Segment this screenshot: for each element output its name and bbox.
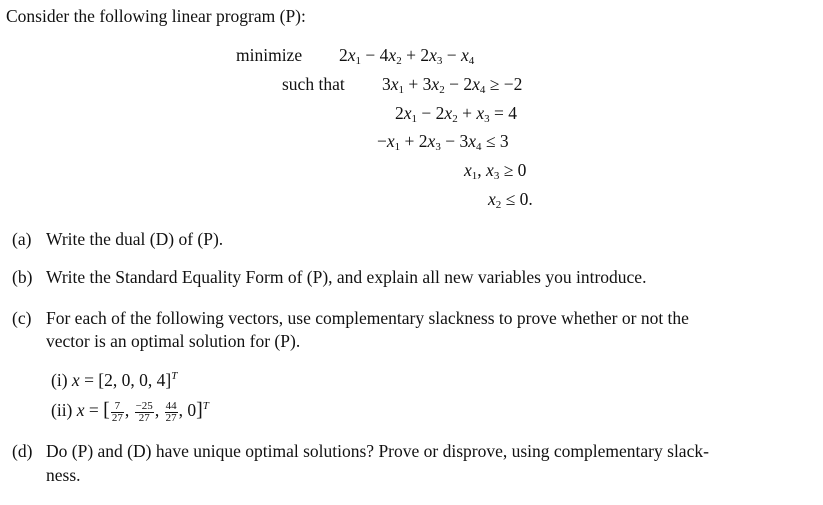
fraction-1: $\frac{7}{27}$ <box>111 400 123 424</box>
objective-keyword: minimize <box>236 45 303 65</box>
part-a <box>12 229 223 250</box>
constraint-2: $2x_1 - 2x_2 + x_3 = 4$ <box>395 103 517 125</box>
constraint-1: $3x_1 + 3x_2 - 2x_4 \ge -2$ <box>382 74 523 96</box>
part-c-text-line1: For each of the following vectors, use complementary slackness to prove whether or not the <box>46 308 689 328</box>
part-b-text: Write the Standard Equality Form of (P), and explain all new variables you introduce. <box>46 267 647 287</box>
part-d-text-line1: Do (P) and (D) have unique optimal solutions? Prove or disprove, using complementary slack- <box>46 441 709 461</box>
sign-constraint-2: $x_2 \le 0$. <box>488 189 533 211</box>
part-c-line1 <box>12 308 689 329</box>
part-c-ii <box>51 399 209 424</box>
constraint-keyword: such that <box>282 74 345 94</box>
part-c-i <box>51 370 177 391</box>
part-c-i-label: (i) <box>51 370 68 390</box>
part-c-label: (c) <box>12 308 32 328</box>
part-c-text-line2: vector is an optimal solution for (P). <box>46 331 301 351</box>
part-b-label: (b) <box>12 267 33 287</box>
objective-expression: $2x_1 - 4x_2 + 2x_3 - x_4$ <box>339 45 475 67</box>
intro-text: Consider the following linear program (P): <box>6 6 306 26</box>
part-d-label: (d) <box>12 441 33 461</box>
sign-constraint-1: $x_1$, $x_3 \ge 0$ <box>464 160 527 182</box>
part-d-text-line2: ness. <box>46 465 81 485</box>
vector-i: x = [2, 0, 0, 4]$^T$ <box>71 370 178 390</box>
fraction-3: $\frac{44}{27}$ <box>165 400 177 424</box>
part-a-label: (a) <box>12 229 32 249</box>
fraction-2: $\frac{-25}{27}$ <box>135 400 153 424</box>
constraint-3: $-x_1 + 2x_3 - 3x_4 \le 3$ <box>377 131 509 153</box>
part-c-ii-label: (ii) <box>51 400 73 420</box>
part-a-text: Write the dual (D) of (P). <box>46 229 224 249</box>
part-d-line1 <box>12 441 709 462</box>
vector-ii: x = [ $\frac{7}{27}$ , $\frac{-25}{27}$ , $\frac{44}{27}$ , 0]$^T$ <box>76 399 209 424</box>
part-b <box>12 267 646 288</box>
